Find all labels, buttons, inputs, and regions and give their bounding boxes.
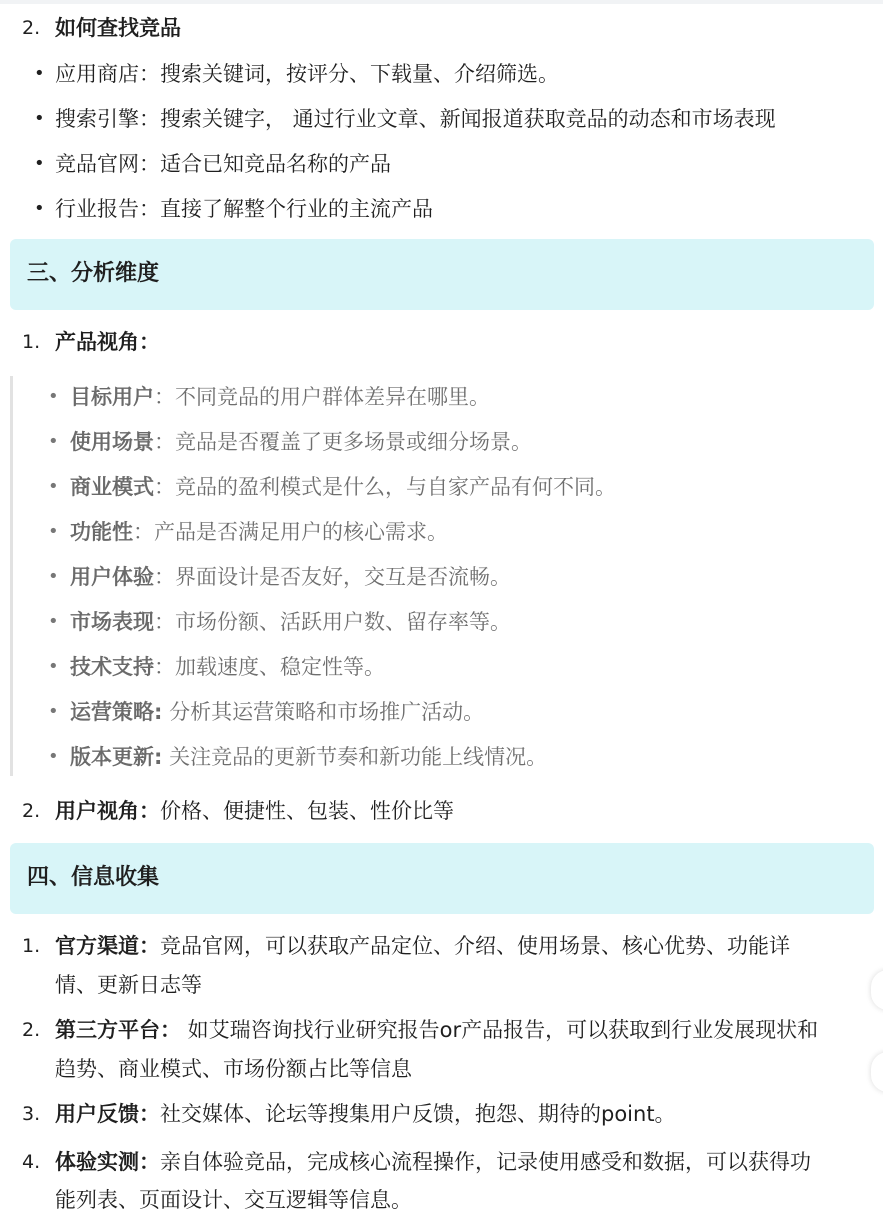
section-heading-collection: [10, 843, 874, 914]
bullet-icon: •: [48, 656, 59, 677]
dimension-desc: ：产品是否满足用户的核心需求。: [133, 520, 448, 544]
item-desc: 竞品官网，可以获取产品定位、介绍、使用场景、核心优势、功能详: [160, 934, 790, 958]
top-divider: [0, 0, 883, 4]
heading-text: 三、分析维度: [27, 261, 160, 286]
list-number: 2.: [22, 800, 41, 822]
bullet-icon: •: [48, 746, 59, 767]
item-title: 第三方平台：: [55, 1018, 181, 1042]
dimension-desc: ：竞品是否覆盖了更多场景或细分场景。: [154, 430, 532, 454]
floating-side-button[interactable]: [871, 1052, 883, 1092]
item-title: 官方渠道：: [55, 934, 160, 958]
list-number: 1.: [22, 935, 41, 957]
item-desc: 能列表、页面设计、交互逻辑等信息。: [55, 1188, 412, 1212]
floating-side-button[interactable]: [871, 970, 883, 1010]
list-number: 2.: [22, 1019, 41, 1041]
bullet-icon: •: [48, 566, 59, 587]
list-item-text: 竞品官网：适合已知竞品名称的产品: [55, 152, 391, 176]
item-desc: 价格、便捷性、包装、性价比等: [160, 799, 454, 823]
blockquote-bar: [10, 376, 13, 776]
dimension-term: 商业模式: [70, 475, 154, 499]
item-desc: 趋势、商业模式、市场份额占比等信息: [55, 1057, 412, 1081]
dimension-desc: ：加载速度、稳定性等。: [154, 655, 385, 679]
list-item-text: 行业报告：直接了解整个行业的主流产品: [55, 197, 433, 221]
item-title: 用户视角：: [55, 799, 160, 823]
bullet-icon: •: [48, 476, 59, 497]
item-title: 如何查找竞品: [55, 16, 181, 40]
item-title: 产品视角：: [55, 330, 160, 354]
dimension-term: 技术支持: [70, 655, 154, 679]
bullet-icon: •: [48, 386, 59, 407]
list-number: 3.: [22, 1103, 41, 1125]
dimension-term: 功能性: [70, 520, 133, 544]
dimension-term: 运营策略:: [70, 700, 163, 724]
bullet-icon: •: [48, 521, 59, 542]
dimension-term: 版本更新:: [70, 745, 163, 769]
bullet-icon: •: [34, 153, 45, 174]
dimension-term: 用户体验: [70, 565, 154, 589]
dimension-term: 使用场景: [70, 430, 154, 454]
bullet-icon: •: [48, 611, 59, 632]
item-desc: 情、更新日志等: [55, 973, 202, 997]
list-item-text: 搜索引擎：搜索关键字， 通过行业文章、新闻报道获取竞品的动态和市场表现: [55, 107, 776, 131]
item-desc: 如艾瑞咨询找行业研究报告or产品报告，可以获取到行业发展现状和: [181, 1018, 819, 1042]
list-number: 2.: [22, 17, 41, 39]
bullet-icon: •: [48, 431, 59, 452]
dimension-desc: 关注竞品的更新节奏和新功能上线情况。: [162, 745, 548, 769]
bullet-icon: •: [34, 198, 45, 219]
dimension-desc: ：不同竞品的用户群体差异在哪里。: [154, 385, 490, 409]
dimension-term: 市场表现: [70, 610, 154, 634]
item-title: 体验实测：: [55, 1150, 160, 1174]
heading-text: 四、信息收集: [27, 865, 160, 890]
section-heading-analysis: [10, 239, 874, 310]
item-desc: 社交媒体、论坛等搜集用户反馈，抱怨、期待的point。: [160, 1102, 676, 1126]
list-item-text: 应用商店：搜索关键词，按评分、下载量、介绍筛选。: [55, 62, 559, 86]
dimension-desc: ：界面设计是否友好，交互是否流畅。: [154, 565, 511, 589]
list-number: 4.: [22, 1151, 41, 1173]
dimension-desc: ：市场份额、活跃用户数、留存率等。: [154, 610, 511, 634]
dimension-desc: ：竞品的盈利模式是什么，与自家产品有何不同。: [154, 475, 616, 499]
item-desc: 亲自体验竞品，完成核心流程操作，记录使用感受和数据，可以获得功: [160, 1150, 811, 1174]
bullet-icon: •: [34, 63, 45, 84]
bullet-icon: •: [48, 701, 59, 722]
dimension-desc: 分析其运营策略和市场推广活动。: [162, 700, 485, 724]
dimension-term: 目标用户: [70, 385, 154, 409]
bullet-icon: •: [34, 108, 45, 129]
list-number: 1.: [22, 331, 41, 353]
item-title: 用户反馈：: [55, 1102, 160, 1126]
